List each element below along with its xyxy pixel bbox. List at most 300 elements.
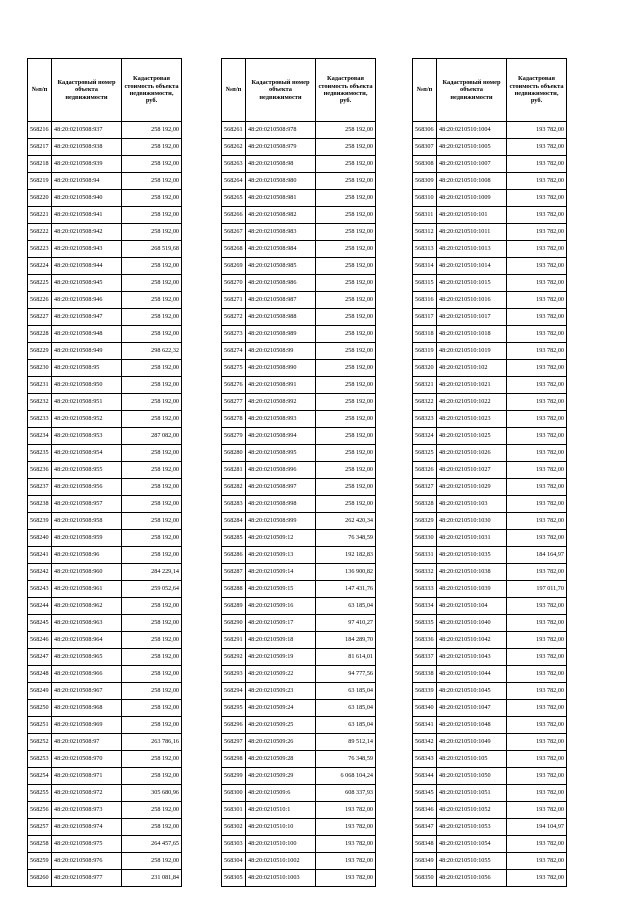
cadastral-value: 258 192,00: [316, 275, 376, 292]
table-row: [222, 632, 376, 649]
cadastral-number: 48:20:0210508:939: [52, 156, 122, 173]
table-row: [28, 496, 182, 513]
row-number: 568254: [28, 768, 52, 785]
row-number: 568301: [222, 802, 246, 819]
cadastral-value: 193 782,00: [507, 615, 567, 632]
cadastral-value: 258 192,00: [122, 173, 182, 190]
table-row: [28, 513, 182, 530]
cadastral-value: 258 192,00: [316, 292, 376, 309]
row-number: 568334: [413, 598, 437, 615]
table-row: [28, 802, 182, 819]
cadastral-number: 48:20:0210508:961: [52, 581, 122, 598]
cadastral-value: 184 164,97: [507, 547, 567, 564]
table-row: [28, 751, 182, 768]
cadastral-value: 258 192,00: [122, 666, 182, 683]
cadastral-value: 63 185,04: [316, 683, 376, 700]
table-body: [413, 122, 567, 887]
cadastral-number: 48:20:0210508:942: [52, 224, 122, 241]
row-number: 568257: [28, 819, 52, 836]
row-number: 568306: [413, 122, 437, 139]
cadastral-value: 258 192,00: [122, 360, 182, 377]
table-row: [222, 156, 376, 173]
row-number: 568302: [222, 819, 246, 836]
row-number: 568323: [413, 411, 437, 428]
row-number: 568289: [222, 598, 246, 615]
cadastral-number: 48:20:0210508:965: [52, 649, 122, 666]
row-number: 568236: [28, 462, 52, 479]
table-row: [28, 615, 182, 632]
row-number: 568268: [222, 241, 246, 258]
row-number: 568331: [413, 547, 437, 564]
row-number: 568297: [222, 734, 246, 751]
row-number: 568349: [413, 853, 437, 870]
table-row: [28, 241, 182, 258]
row-number: 568329: [413, 513, 437, 530]
cadastral-number: 48:20:0210510:1021: [437, 377, 507, 394]
cadastral-value: 258 192,00: [122, 411, 182, 428]
header-cadastral-value: Кадастровая стоимость объекта недвижимости, руб.: [507, 59, 567, 122]
row-number: 568322: [413, 394, 437, 411]
table-row: [413, 122, 567, 139]
cadastral-value: 193 782,00: [316, 802, 376, 819]
row-number: 568287: [222, 564, 246, 581]
cadastral-value: 193 782,00: [507, 207, 567, 224]
cadastral-value: 76 348,59: [316, 530, 376, 547]
row-number: 568333: [413, 581, 437, 598]
cadastral-value: 258 192,00: [122, 122, 182, 139]
table-row: [222, 241, 376, 258]
row-number: 568321: [413, 377, 437, 394]
cadastral-number: 48:20:0210509:19: [246, 649, 316, 666]
table-row: [222, 598, 376, 615]
table-row: [28, 292, 182, 309]
table-row: [413, 632, 567, 649]
cadastral-value: 94 777,56: [316, 666, 376, 683]
cadastral-number: 48:20:0210508:991: [246, 377, 316, 394]
row-number: 568234: [28, 428, 52, 445]
cadastral-number: 48:20:0210508:968: [52, 700, 122, 717]
cadastral-value: 193 782,00: [507, 768, 567, 785]
cadastral-value: 76 348,59: [316, 751, 376, 768]
cadastral-value: 258 192,00: [122, 615, 182, 632]
cadastral-value: 193 782,00: [507, 241, 567, 258]
cadastral-value: 258 192,00: [316, 190, 376, 207]
cadastral-number: 48:20:0210510:1004: [437, 122, 507, 139]
cadastral-value: 258 192,00: [122, 394, 182, 411]
cadastral-value: 258 192,00: [316, 224, 376, 241]
row-number: 568290: [222, 615, 246, 632]
row-number: 568285: [222, 530, 246, 547]
table-row: [28, 581, 182, 598]
table-row: [413, 598, 567, 615]
row-number: 568347: [413, 819, 437, 836]
cadastral-number: 48:20:0210508:941: [52, 207, 122, 224]
cadastral-number: 48:20:0210508:937: [52, 122, 122, 139]
table-row: [413, 530, 567, 547]
cadastral-value: 284 229,14: [122, 564, 182, 581]
cadastral-value: 193 782,00: [507, 734, 567, 751]
row-number: 568227: [28, 309, 52, 326]
table-row: [222, 292, 376, 309]
row-number: 568256: [28, 802, 52, 819]
cadastral-value: 258 192,00: [122, 496, 182, 513]
table-row: [28, 768, 182, 785]
cadastral-number: 48:20:0210508:970: [52, 751, 122, 768]
cadastral-number: 48:20:0210508:996: [246, 462, 316, 479]
cadastral-number: 48:20:0210510:1052: [437, 802, 507, 819]
row-number: 568298: [222, 751, 246, 768]
cadastral-number: 48:20:0210510:1017: [437, 309, 507, 326]
cadastral-value: 258 192,00: [122, 207, 182, 224]
cadastral-number: 48:20:0210510:1027: [437, 462, 507, 479]
cadastral-number: 48:20:0210508:987: [246, 292, 316, 309]
cadastral-value: 258 192,00: [316, 156, 376, 173]
cadastral-value: 193 782,00: [507, 445, 567, 462]
cadastral-number: 48:20:0210509:26: [246, 734, 316, 751]
cadastral-number: 48:20:0210509:28: [246, 751, 316, 768]
table-row: [28, 207, 182, 224]
table-row: [413, 870, 567, 887]
row-number: 568281: [222, 462, 246, 479]
cadastral-value: 258 192,00: [316, 139, 376, 156]
table-row: [413, 445, 567, 462]
cadastral-value: 262 420,34: [316, 513, 376, 530]
table-row: [28, 258, 182, 275]
cadastral-number: 48:20:0210510:1050: [437, 768, 507, 785]
row-number: 568269: [222, 258, 246, 275]
row-number: 568237: [28, 479, 52, 496]
cadastral-number: 48:20:0210510:1015: [437, 275, 507, 292]
cadastral-number: 48:20:0210508:951: [52, 394, 122, 411]
table-row: [413, 241, 567, 258]
cadastral-number: 48:20:0210510:1039: [437, 581, 507, 598]
row-number: 568292: [222, 649, 246, 666]
table-row: [28, 598, 182, 615]
cadastral-value: 193 782,00: [507, 717, 567, 734]
table-row: [413, 802, 567, 819]
cadastral-number: 48:20:0210510:100: [246, 836, 316, 853]
table-row: [222, 173, 376, 190]
cadastral-number: 48:20:0210510:101: [437, 207, 507, 224]
table-row: [28, 853, 182, 870]
cadastral-number: 48:20:0210508:940: [52, 190, 122, 207]
row-number: 568218: [28, 156, 52, 173]
cadastral-value: 264 457,65: [122, 836, 182, 853]
table-row: [413, 139, 567, 156]
cadastral-value: 258 192,00: [122, 462, 182, 479]
row-number: 568339: [413, 683, 437, 700]
cadastral-value: 193 782,00: [507, 836, 567, 853]
cadastral-value: 193 782,00: [507, 598, 567, 615]
header-num: №п/п: [222, 59, 246, 122]
table-row: [28, 122, 182, 139]
table-row: [28, 462, 182, 479]
cadastral-number: 48:20:0210508:969: [52, 717, 122, 734]
row-number: 568277: [222, 394, 246, 411]
cadastral-number: 48:20:0210508:999: [246, 513, 316, 530]
cadastral-number: 48:20:0210509:14: [246, 564, 316, 581]
table-row: [413, 666, 567, 683]
cadastral-value: 258 192,00: [122, 683, 182, 700]
row-number: 568258: [28, 836, 52, 853]
cadastral-value: 258 192,00: [122, 224, 182, 241]
cadastral-number: 48:20:0210510:1009: [437, 190, 507, 207]
row-number: 568304: [222, 853, 246, 870]
table-row: [413, 615, 567, 632]
cadastral-value: 258 192,00: [122, 292, 182, 309]
table-row: [413, 258, 567, 275]
row-number: 568241: [28, 547, 52, 564]
row-number: 568316: [413, 292, 437, 309]
table-row: [222, 411, 376, 428]
row-number: 568244: [28, 598, 52, 615]
table-row: [413, 326, 567, 343]
row-number: 568336: [413, 632, 437, 649]
table-row: [28, 428, 182, 445]
cadastral-number: 48:20:0210510:1042: [437, 632, 507, 649]
table-body: [222, 122, 376, 887]
row-number: 568314: [413, 258, 437, 275]
header-cadastral-number: Кадастровый номер объекта недвижимости: [52, 59, 122, 122]
cadastral-value: 258 192,00: [316, 462, 376, 479]
cadastral-value: 258 192,00: [122, 802, 182, 819]
cadastral-number: 48:20:0210510:1047: [437, 700, 507, 717]
row-number: 568248: [28, 666, 52, 683]
cadastral-number: 48:20:0210508:976: [52, 853, 122, 870]
cadastral-number: 48:20:0210508:96: [52, 547, 122, 564]
cadastral-number: 48:20:0210510:1030: [437, 513, 507, 530]
row-number: 568226: [28, 292, 52, 309]
cadastral-value: 258 192,00: [316, 207, 376, 224]
cadastral-number: 48:20:0210508:974: [52, 819, 122, 836]
row-number: 568335: [413, 615, 437, 632]
cadastral-value: 97 410,27: [316, 615, 376, 632]
table-row: [222, 530, 376, 547]
row-number: 568278: [222, 411, 246, 428]
cadastral-number: 48:20:0210510:1018: [437, 326, 507, 343]
header-row: [28, 59, 182, 122]
table-row: [413, 292, 567, 309]
row-number: 568275: [222, 360, 246, 377]
cadastral-number: 48:20:0210508:97: [52, 734, 122, 751]
row-number: 568326: [413, 462, 437, 479]
cadastral-number: 48:20:0210508:959: [52, 530, 122, 547]
table-row: [413, 394, 567, 411]
table-row: [222, 751, 376, 768]
table-row: [222, 275, 376, 292]
cadastral-value: 258 192,00: [122, 632, 182, 649]
cadastral-number: 48:20:0210508:98: [246, 156, 316, 173]
table-row: [28, 479, 182, 496]
cadastral-number: 48:20:0210510:1049: [437, 734, 507, 751]
cadastral-number: 48:20:0210508:950: [52, 377, 122, 394]
table-row: [413, 377, 567, 394]
table-row: [28, 326, 182, 343]
table-row: [222, 139, 376, 156]
row-number: 568282: [222, 479, 246, 496]
row-number: 568307: [413, 139, 437, 156]
cadastral-number: 48:20:0210508:963: [52, 615, 122, 632]
table-row: [413, 462, 567, 479]
row-number: 568343: [413, 751, 437, 768]
row-number: 568224: [28, 258, 52, 275]
table-row: [28, 683, 182, 700]
cadastral-value: 192 182,83: [316, 547, 376, 564]
table-row: [222, 700, 376, 717]
header-cadastral-number: Кадастровый номер объекта недвижимости: [437, 59, 507, 122]
cadastral-value: 258 192,00: [122, 479, 182, 496]
table-row: [413, 207, 567, 224]
cadastral-number: 48:20:0210508:995: [246, 445, 316, 462]
cadastral-number: 48:20:0210509:25: [246, 717, 316, 734]
row-number: 568270: [222, 275, 246, 292]
cadastral-number: 48:20:0210509:22: [246, 666, 316, 683]
row-number: 568225: [28, 275, 52, 292]
cadastral-value: 63 185,04: [316, 717, 376, 734]
table-row: [413, 751, 567, 768]
row-number: 568337: [413, 649, 437, 666]
cadastral-value: 258 192,00: [122, 275, 182, 292]
row-number: 568320: [413, 360, 437, 377]
cadastral-value: 258 192,00: [122, 547, 182, 564]
table-row: [222, 445, 376, 462]
cadastral-value: 193 782,00: [507, 394, 567, 411]
table-row: [413, 496, 567, 513]
table-row: [222, 717, 376, 734]
table-row: [413, 547, 567, 564]
row-number: 568312: [413, 224, 437, 241]
row-number: 568344: [413, 768, 437, 785]
cadastral-number: 48:20:0210508:981: [246, 190, 316, 207]
cadastral-number: 48:20:0210508:967: [52, 683, 122, 700]
table-row: [222, 394, 376, 411]
cadastral-number: 48:20:0210510:1043: [437, 649, 507, 666]
row-number: 568283: [222, 496, 246, 513]
cadastral-number: 48:20:0210510:1031: [437, 530, 507, 547]
row-number: 568235: [28, 445, 52, 462]
cadastral-number: 48:20:0210508:944: [52, 258, 122, 275]
cadastral-value: 258 192,00: [122, 717, 182, 734]
row-number: 568262: [222, 139, 246, 156]
table-row: [222, 207, 376, 224]
cadastral-number: 48:20:0210510:1029: [437, 479, 507, 496]
row-number: 568299: [222, 768, 246, 785]
row-number: 568327: [413, 479, 437, 496]
row-number: 568267: [222, 224, 246, 241]
cadastral-value: 258 192,00: [122, 156, 182, 173]
cadastral-number: 48:20:0210509:13: [246, 547, 316, 564]
row-number: 568324: [413, 428, 437, 445]
cadastral-value: 193 782,00: [507, 853, 567, 870]
table-row: [413, 785, 567, 802]
row-number: 568273: [222, 326, 246, 343]
cadastral-value: 305 680,96: [122, 785, 182, 802]
cadastral-value: 258 192,00: [122, 700, 182, 717]
cadastral-value: 193 782,00: [507, 224, 567, 241]
cadastral-value: 81 614,01: [316, 649, 376, 666]
cadastral-value: 259 052,64: [122, 581, 182, 598]
cadastral-value: 258 192,00: [316, 122, 376, 139]
cadastral-number: 48:20:0210508:971: [52, 768, 122, 785]
table-row: [413, 360, 567, 377]
cadastral-value: 147 431,76: [316, 581, 376, 598]
table-row: [28, 360, 182, 377]
row-number: 568280: [222, 445, 246, 462]
cadastral-value: 258 192,00: [122, 530, 182, 547]
cadastral-value: 197 011,70: [507, 581, 567, 598]
cadastral-number: 48:20:0210508:952: [52, 411, 122, 428]
row-number: 568313: [413, 241, 437, 258]
cadastral-value: 193 782,00: [507, 173, 567, 190]
cadastral-number: 48:20:0210508:975: [52, 836, 122, 853]
row-number: 568305: [222, 870, 246, 887]
table-row: [222, 360, 376, 377]
table-row: [28, 870, 182, 887]
cadastral-number: 48:20:0210508:997: [246, 479, 316, 496]
row-number: 568255: [28, 785, 52, 802]
cadastral-value: 6 068 104,24: [316, 768, 376, 785]
cadastral-number: 48:20:0210510:103: [437, 496, 507, 513]
row-number: 568276: [222, 377, 246, 394]
row-number: 568272: [222, 309, 246, 326]
row-number: 568243: [28, 581, 52, 598]
cadastral-number: 48:20:0210510:1051: [437, 785, 507, 802]
row-number: 568249: [28, 683, 52, 700]
table-row: [222, 649, 376, 666]
cadastral-value: 258 192,00: [122, 819, 182, 836]
cadastral-number: 48:20:0210510:1056: [437, 870, 507, 887]
row-number: 568246: [28, 632, 52, 649]
table-row: [413, 700, 567, 717]
table-row: [28, 700, 182, 717]
table-row: [222, 564, 376, 581]
row-number: 568245: [28, 615, 52, 632]
cadastral-number: 48:20:0210509:29: [246, 768, 316, 785]
row-number: 568300: [222, 785, 246, 802]
cadastral-number: 48:20:0210508:977: [52, 870, 122, 887]
cadastral-number: 48:20:0210508:990: [246, 360, 316, 377]
table-body: [28, 122, 182, 887]
table-row: [413, 581, 567, 598]
row-number: 568291: [222, 632, 246, 649]
table-row: [413, 190, 567, 207]
cadastral-number: 48:20:0210508:953: [52, 428, 122, 445]
row-number: 568251: [28, 717, 52, 734]
cadastral-number: 48:20:0210508:949: [52, 343, 122, 360]
row-number: 568220: [28, 190, 52, 207]
cadastral-value: 608 337,93: [316, 785, 376, 802]
row-number: 568284: [222, 513, 246, 530]
cadastral-number: 48:20:0210510:1016: [437, 292, 507, 309]
cadastral-number: 48:20:0210510:1038: [437, 564, 507, 581]
cadastral-number: 48:20:0210508:946: [52, 292, 122, 309]
cadastral-number: 48:20:0210508:95: [52, 360, 122, 377]
cadastral-number: 48:20:0210510:1053: [437, 819, 507, 836]
row-number: 568296: [222, 717, 246, 734]
cadastral-number: 48:20:0210508:945: [52, 275, 122, 292]
cadastral-value: 193 782,00: [507, 292, 567, 309]
row-number: 568247: [28, 649, 52, 666]
cadastral-number: 48:20:0210508:984: [246, 241, 316, 258]
cadastral-number: 48:20:0210510:1013: [437, 241, 507, 258]
table-row: [222, 615, 376, 632]
table-row: [413, 224, 567, 241]
row-number: 568346: [413, 802, 437, 819]
cadastral-value: 298 622,32: [122, 343, 182, 360]
table-row: [222, 428, 376, 445]
table-row: [28, 224, 182, 241]
row-number: 568231: [28, 377, 52, 394]
